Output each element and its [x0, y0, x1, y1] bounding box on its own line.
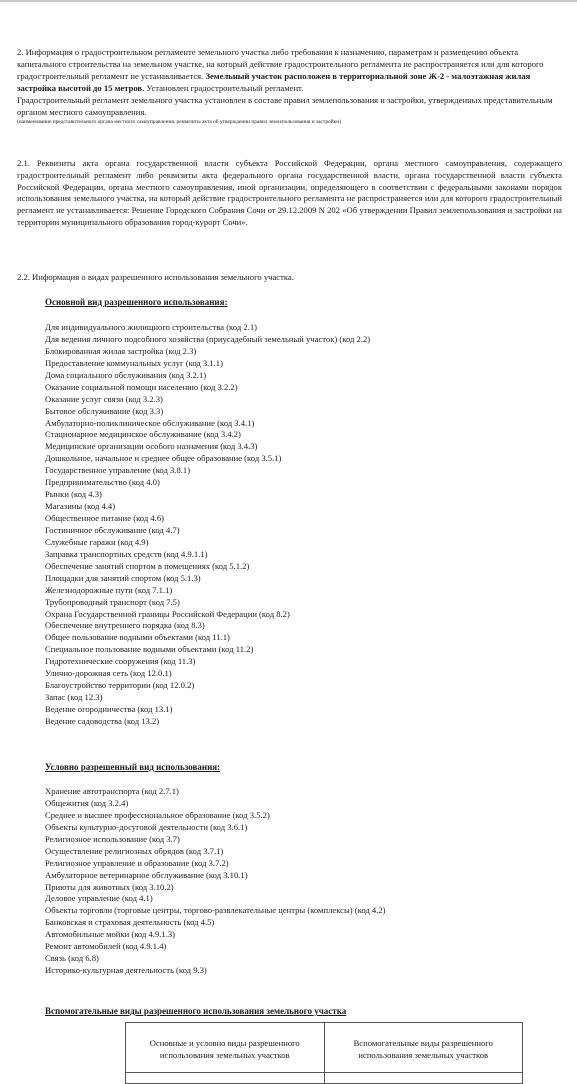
- list-item: Улично-дорожная сеть (код 12.0.1): [45, 668, 172, 679]
- list-item: Историко-культурная деятельность (код 9.3): [45, 965, 207, 976]
- list-item: Бытовое обслуживание (код 3.3): [45, 405, 164, 416]
- table-cell-empty: [126, 1073, 325, 1084]
- list-item: Связь (код 6.8): [45, 953, 99, 964]
- list-item: Деловое управление (код 4.1): [45, 893, 153, 904]
- list-item: Общее пользование водными объектами (код 11.1): [45, 632, 230, 643]
- regulation-tail: Установлен градостроительный регламент.: [146, 83, 304, 93]
- table-header-main-uses: Основные и условно виды разрешенного использования земельных участков: [126, 1023, 325, 1073]
- list-item: Обеспечение внутреннего порядка (код 8.3): [45, 620, 205, 631]
- list-item: Предпринимательство (код 4.0): [45, 477, 160, 488]
- list-item: Оказание социальной помощи населению (код 3.2.2): [45, 381, 238, 392]
- list-item: Амбулаторно-поликлиническое обслуживание (код 3.4.1): [45, 417, 255, 428]
- list-item: Общественное питание (код 4.6): [45, 513, 164, 523]
- list-item: Площадки для занятий спортом (код 5.1.3): [45, 572, 201, 583]
- list-item: Служебные гаражи (код 4.9): [45, 536, 149, 547]
- approval-caption: (наименование представительного органа местного самоуправления, реквизиты акта об утверждении правил землепользования и застройки): [17, 119, 341, 125]
- list-item: Для индивидуального жилищного строительства (код 2.1): [45, 322, 257, 332]
- list-item: Осуществление религиозных обрядов (код 3.7.1): [45, 845, 224, 856]
- list-item: Гидротехнические сооружения (код 11.3): [45, 656, 196, 667]
- list-item: Дома социального обслуживания (код 3.2.1): [45, 369, 207, 380]
- list-item: Дошкольное, начальное и среднее общее образование (код 3.5.1): [45, 453, 282, 464]
- regulation-text: 2. Информация о градостроительном регламенте земельного участка либо требования к назначению, параметрам и размещению объекта капитального строительства на земельном участке, на который действие градостроительного регламента не распространяется или для которого градостроительный регламент не устанавливается.: [17, 47, 544, 81]
- list-item: Религиозное использование (код 3.7): [45, 833, 180, 844]
- list-item: Для ведения личного подсобного хозяйства (приусадебный земельный участок) (код 2.2): [45, 333, 371, 344]
- list-item: Ремонт автомобилей (код 4.9.1.4): [45, 941, 167, 952]
- auxiliary-use-table: [125, 1022, 523, 1084]
- scan-edge: [0, 0, 577, 2]
- list-item: Стационарное медицинское обслуживание (код 3.4.2): [45, 429, 241, 440]
- list-item: Ведение садоводства (код 13.2): [45, 715, 160, 726]
- list-item: Запас (код 12.3): [45, 692, 103, 703]
- conditional-use-heading: Условно разрешенный вид использования:: [45, 762, 221, 772]
- list-item: Ведение огородничества (код 13.1): [45, 704, 173, 714]
- list-item: Среднее и высшее профессиональное образование (код 3.5.2): [45, 809, 270, 820]
- table-cell-empty: [324, 1073, 523, 1084]
- table-header-aux-uses: Вспомогательные виды разрешенного использования земельных участков: [324, 1023, 523, 1073]
- list-item: Блокированная жилая застройка (код 2.3): [45, 345, 197, 356]
- requisites-paragraph: 2.1. Реквизиты акта органа государственной власти субъекта Российской Федерации, органа местного самоуправления, содержащего градостроительный регламент либо реквизиты акта федерального органа государственной власти, органа государственной власти субъекта Российской Федерации, органа местного самоуправления, иной организации, определяющего в соответствии с федеральными законами порядок использования земельного участка, на который действие градостроительного регламента не распространяется или для которого градостроительный регламент не устанавливается: Решение Городского Собрания Сочи от 29.12.2009 N 202 «Об утверждении Правил землепользования и застройки на территории муниципального образования город-курорт Сочи».: [17, 158, 562, 227]
- list-item: Приюты для животных (код 3.10.2): [45, 881, 174, 892]
- list-item: Заправка транспортных средств (код 4.9.1.1): [45, 548, 208, 559]
- regulation-info: [17, 46, 562, 126]
- list-item: Объекты культурно-досуговой деятельности (код 3.6.1): [45, 821, 248, 832]
- list-item: Железнодорожные пути (код 7.1.1): [45, 584, 173, 595]
- list-item: Трубопроводный транспорт (код 7.5): [45, 596, 180, 607]
- list-item: Гостиничное обслуживание (код 4.7): [45, 524, 180, 535]
- list-item: Рынки (код 4.3): [45, 489, 102, 500]
- permitted-use-info: 2.2. Информация о видах разрешенного использования земельного участка.: [17, 272, 294, 282]
- list-item: Оказание услуг связи (код 3.2.3): [45, 393, 163, 404]
- list-item: Общежития (код 3.2.4): [45, 797, 129, 808]
- main-use-heading: Основной вид разрешенного использования:: [45, 297, 228, 307]
- list-item: Предоставление коммунальных услуг (код 3.1.1): [45, 357, 223, 368]
- list-item: Охрана Государственной границы Российской Федерации (код 8.2): [45, 608, 290, 619]
- list-item: Религиозное управление и образование (код 3.7.2): [45, 857, 229, 868]
- list-item: Медицинские организации особого назначения (код 3.4.3): [45, 441, 258, 452]
- list-item: Благоустройство территории (код 12.0.2): [45, 680, 195, 691]
- list-item: Государственное управление (код 3.8.1): [45, 465, 191, 476]
- list-item: Обеспечение занятий спортом в помещениях (код 5.1.2): [45, 560, 250, 571]
- list-item: Магазины (код 4.4): [45, 501, 116, 512]
- list-item: Банковская и страховая деятельность (код 4.5): [45, 917, 215, 928]
- list-item: Специальное пользование водными объектами (код 11.2): [45, 644, 254, 655]
- main-use-list: [45, 322, 560, 728]
- list-item: Амбулаторное ветеринарное обслуживание (код 3.10.1): [45, 869, 248, 880]
- conditional-use-list: [45, 786, 560, 977]
- zone-statement: Земельный участок расположен в территориальной зоне Ж-2 - малоэтажная жилая застройка высотой до 15 метров.: [17, 71, 531, 93]
- regulation-approval: Градостроительный регламент земельного участка установлен в составе правил землепользования и застройки, утвержденных представительным органом местного самоуправления.: [17, 95, 553, 117]
- auxiliary-use-heading: Вспомогательные виды разрешенного использования земельного участка: [45, 1006, 347, 1016]
- list-item: Объекты торговли (торговые центры, торгово-развлекательные центры (комплексы) (код 4.2): [45, 905, 386, 916]
- list-item: Автомобильные мойки (код 4.9.1.3): [45, 929, 175, 940]
- list-item: Хранение автотранспорта (код 2.7.1): [45, 786, 179, 796]
